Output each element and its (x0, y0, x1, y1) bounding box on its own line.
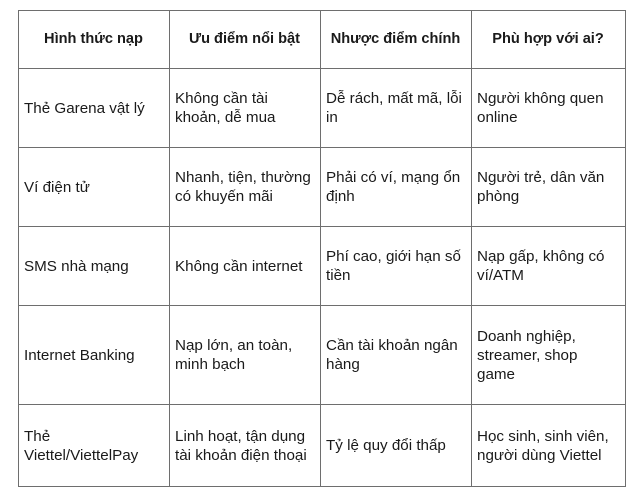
cell-method: Internet Banking (19, 306, 170, 405)
cell-disadvantage: Dễ rách, mất mã, lỗi in (321, 69, 472, 148)
cell-advantage: Không cần tài khoản, dễ mua (170, 69, 321, 148)
cell-suitable-for: Người không quen online (472, 69, 626, 148)
cell-advantage: Nạp lớn, an toàn, minh bạch (170, 306, 321, 405)
cell-method: Ví điện tử (19, 148, 170, 227)
cell-advantage: Không cần internet (170, 227, 321, 306)
cell-method: Thẻ Garena vật lý (19, 69, 170, 148)
table-row (19, 69, 626, 148)
cell-method: Thẻ Viettel/ViettelPay (19, 405, 170, 487)
cell-disadvantage: Phí cao, giới hạn số tiền (321, 227, 472, 306)
cell-advantage: Nhanh, tiện, thường có khuyến mãi (170, 148, 321, 227)
cell-disadvantage: Phải có ví, mạng ổn định (321, 148, 472, 227)
table-row (19, 148, 626, 227)
header-disadvantages: Nhược điểm chính (321, 11, 472, 69)
header-suitable-for: Phù hợp với ai? (472, 11, 626, 69)
table-row (19, 227, 626, 306)
cell-suitable-for: Doanh nghiệp, streamer, shop game (472, 306, 626, 405)
cell-method: SMS nhà mạng (19, 227, 170, 306)
header-payment-method: Hình thức nạp (19, 11, 170, 69)
cell-suitable-for: Học sinh, sinh viên, người dùng Viettel (472, 405, 626, 487)
cell-advantage: Linh hoạt, tận dụng tài khoản điện thoại (170, 405, 321, 487)
table-header-row (19, 11, 626, 69)
cell-disadvantage: Tỷ lệ quy đổi thấp (321, 405, 472, 487)
cell-suitable-for: Nạp gấp, không có ví/ATM (472, 227, 626, 306)
comparison-table (18, 10, 626, 487)
header-advantages: Ưu điểm nổi bật (170, 11, 321, 69)
cell-suitable-for: Người trẻ, dân văn phòng (472, 148, 626, 227)
table-row (19, 306, 626, 405)
cell-disadvantage: Cần tài khoản ngân hàng (321, 306, 472, 405)
table-row (19, 405, 626, 487)
